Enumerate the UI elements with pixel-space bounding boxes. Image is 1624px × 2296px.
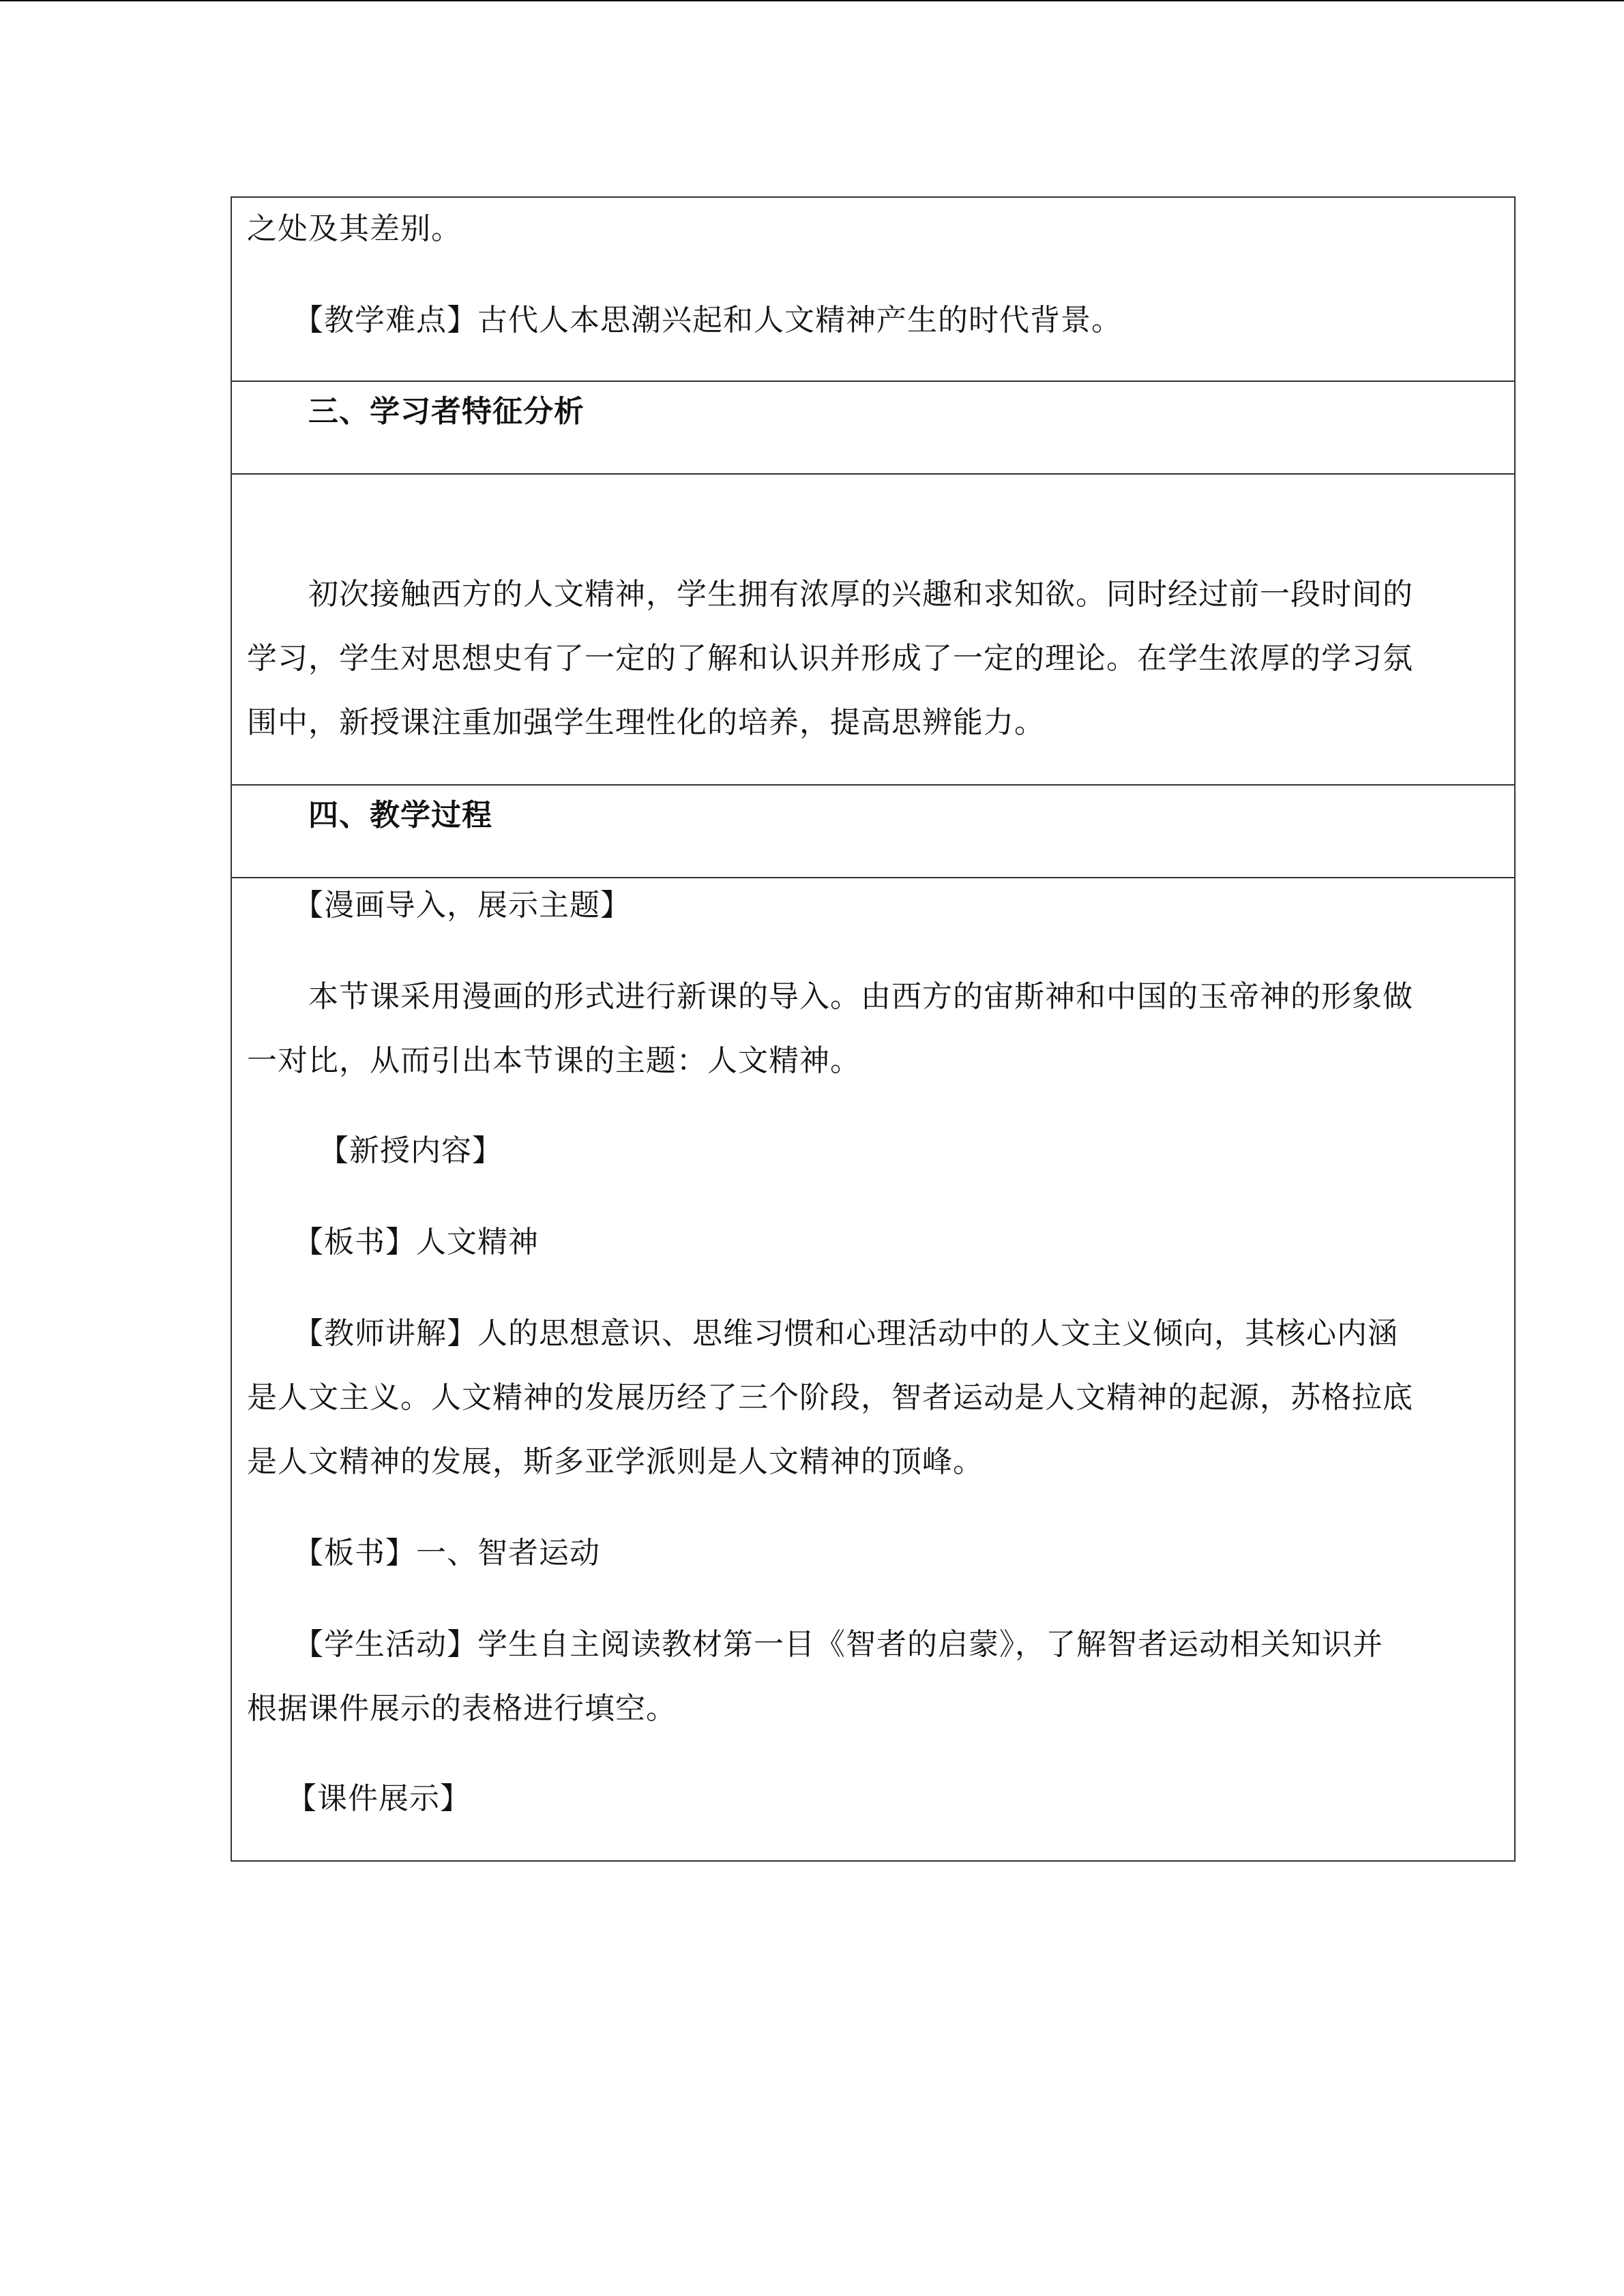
section-three-header-cell (232, 382, 1514, 475)
student-activity-text: 根据课件展示的表格进行填空。 (247, 1691, 677, 1726)
learner-analysis-line: 学习，学生对思想史有了一定的了解和认识并形成了一定的理论。在学生浓厚的学习氛 (247, 641, 1413, 676)
comic-intro-text: 本节课采用漫画的形式进行新课的导入。由西方的宙斯神和中国的玉帝神的形象做 (247, 979, 1413, 1014)
continuation-line: 之处及其差别。 (247, 211, 462, 246)
board-writing-humanism: 【板书】人文精神 (247, 1225, 539, 1259)
courseware-display: 【课件展示】 (240, 1781, 471, 1816)
teaching-difficulty: 【教学难点】古代人本思潮兴起和人文精神产生的时代背景。 (247, 303, 1122, 338)
section-three-heading: 三、学习者特征分析 (247, 394, 585, 429)
board-writing-sophists: 【板书】一、智者运动 (247, 1536, 600, 1570)
learner-analysis-cell (232, 475, 1514, 786)
new-content-title: 【新授内容】 (247, 1133, 503, 1168)
teacher-explanation-text: 是人文精神的发展，斯多亚学派则是人文精神的顶峰。 (247, 1444, 984, 1479)
section-four-header-cell (232, 786, 1514, 878)
learner-analysis-line: 围中，新授课注重加强学生理性化的培养，提高思辨能力。 (247, 705, 1045, 740)
page-top-rule (0, 0, 1624, 1)
teacher-explanation-text: 【教师讲解】人的思想意识、思维习惯和心理活动中的人文主义倾向，其核心内涵 (247, 1316, 1398, 1351)
lesson-plan-table (231, 196, 1516, 1862)
comic-intro-title: 【漫画导入，展示主题】 (247, 888, 631, 923)
teacher-explanation-text: 是人文主义。人文精神的发展历经了三个阶段，智者运动是人文精神的起源，苏格拉底 (247, 1380, 1413, 1415)
teaching-process-cell (232, 878, 1514, 1860)
comic-intro-text: 一对比，从而引出本节课的主题：人文精神。 (247, 1043, 861, 1078)
section-four-heading: 四、教学过程 (247, 798, 492, 833)
continuation-cell (232, 198, 1514, 382)
student-activity-text: 【学生活动】学生自主阅读教材第一目《智者的启蒙》，了解智者运动相关知识并 (247, 1627, 1383, 1662)
learner-analysis-line: 初次接触西方的人文精神，学生拥有浓厚的兴趣和求知欲。同时经过前一段时间的 (247, 577, 1413, 612)
